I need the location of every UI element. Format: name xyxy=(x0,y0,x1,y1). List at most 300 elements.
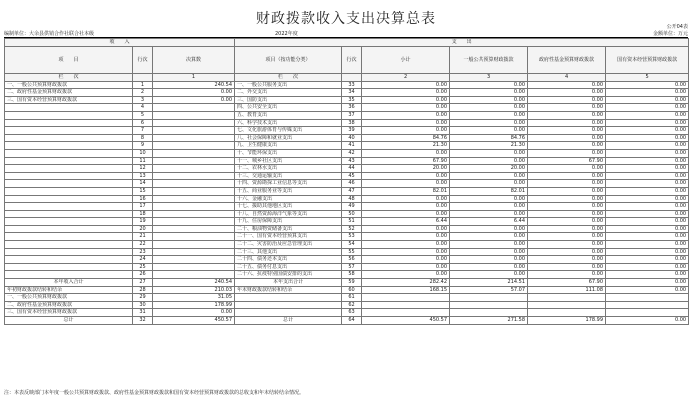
expense-state-capital: 0.00 xyxy=(606,157,689,165)
income-item xyxy=(5,142,133,150)
expense-gov-fund: 0.00 xyxy=(528,89,606,97)
income-amount xyxy=(153,157,235,165)
expense-subtotal: 0.00 xyxy=(362,203,450,211)
expense-line: 63 xyxy=(342,309,362,317)
expense-item: 二十、粮油物资储备支出 xyxy=(235,225,342,233)
income-item xyxy=(5,241,133,249)
expense-general: 0.00 xyxy=(450,111,528,119)
expense-subtotal: 84.76 xyxy=(362,134,450,142)
income-line: 5 xyxy=(133,111,153,119)
expense-subtotal: 0.00 xyxy=(362,256,450,264)
expense-subtotal: 0.00 xyxy=(362,225,450,233)
table-row xyxy=(5,256,689,264)
expense-subtotal: 0.00 xyxy=(362,119,450,127)
table-row xyxy=(5,195,689,203)
income-line: 1 xyxy=(133,81,153,89)
expense-general: 0.00 xyxy=(450,256,528,264)
expense-general xyxy=(450,309,528,317)
income-item: 三、国有资本经营预算财政拨款 xyxy=(5,96,133,104)
table-row xyxy=(5,301,689,309)
expense-item: 二十三、其他支出 xyxy=(235,248,342,256)
expense-line: 48 xyxy=(342,195,362,203)
expense-general: 0.00 xyxy=(450,248,528,256)
expense-item: 七、文化旅游体育与传媒支出 xyxy=(235,127,342,135)
income-amount: 0.00 xyxy=(153,96,235,104)
income-line: 7 xyxy=(133,127,153,135)
expense-gov-fund: 0.00 xyxy=(528,81,606,89)
index-label: 栏 次 xyxy=(5,74,133,82)
expense-subtotal: 6.44 xyxy=(362,218,450,226)
expense-line: 33 xyxy=(342,81,362,89)
expense-state-capital: 0.00 xyxy=(606,317,689,325)
expense-line: 64 xyxy=(342,317,362,325)
expense-subtotal xyxy=(362,294,450,302)
table-row xyxy=(5,233,689,241)
expense-line: 45 xyxy=(342,172,362,180)
income-item: 三、国有资本经营预算财政拨款 xyxy=(5,309,133,317)
expense-subtotal: 450.57 xyxy=(362,317,450,325)
expense-gov-fund: 67.90 xyxy=(528,157,606,165)
expense-line: 36 xyxy=(342,104,362,112)
income-item: 一、一般公共预算财政拨款 xyxy=(5,81,133,89)
table-row xyxy=(5,127,689,135)
expense-gov-fund: 0.00 xyxy=(528,119,606,127)
expense-item: 二、外交支出 xyxy=(235,89,342,97)
expense-subtotal: 168.15 xyxy=(362,286,450,294)
expense-general: 0.00 xyxy=(450,96,528,104)
table-row xyxy=(5,187,689,195)
income-amount: 450.57 xyxy=(153,317,235,325)
income-item xyxy=(5,210,133,218)
expense-subtotal: 21.30 xyxy=(362,142,450,150)
income-item xyxy=(5,180,133,188)
income-item xyxy=(5,149,133,157)
income-amount xyxy=(153,149,235,157)
expense-general: 82.01 xyxy=(450,187,528,195)
expense-general: 0.00 xyxy=(450,241,528,249)
table-row xyxy=(5,248,689,256)
expense-line: 54 xyxy=(342,241,362,249)
expense-item: 二十四、债务还本支出 xyxy=(235,256,342,264)
index-4: 4 xyxy=(528,74,606,82)
report-title: 财政拨款收入支出决算总表 xyxy=(256,11,436,27)
expense-gov-fund: 0.00 xyxy=(528,104,606,112)
income-item xyxy=(5,134,133,142)
expense-general: 271.58 xyxy=(450,317,528,325)
form-number: 公开04表 xyxy=(666,24,688,30)
income-amount xyxy=(153,195,235,203)
expense-subtotal: 20.00 xyxy=(362,165,450,173)
expense-subtotal: 67.90 xyxy=(362,157,450,165)
expense-general: 0.00 xyxy=(450,210,528,218)
expense-line: 47 xyxy=(342,187,362,195)
income-line: 12 xyxy=(133,165,153,173)
table-row xyxy=(5,96,689,104)
expense-gov-fund: 0.00 xyxy=(528,142,606,150)
expense-line: 39 xyxy=(342,127,362,135)
table-row xyxy=(5,309,689,317)
income-item xyxy=(5,233,133,241)
expense-gov-fund: 0.00 xyxy=(528,96,606,104)
expense-item: 三、国防支出 xyxy=(235,96,342,104)
expense-subtotal: 0.00 xyxy=(362,127,450,135)
expense-general: 0.00 xyxy=(450,180,528,188)
expense-item: 十四、资源勘探工业信息等支出 xyxy=(235,180,342,188)
expense-subtotal: 0.00 xyxy=(362,195,450,203)
expense-header: 支 出 xyxy=(235,39,689,47)
expense-item: 六、科学技术支出 xyxy=(235,119,342,127)
expense-state-capital: 0.00 xyxy=(606,218,689,226)
expense-gov-fund: 0.00 xyxy=(528,241,606,249)
table-row xyxy=(5,271,689,279)
expense-line: 49 xyxy=(342,203,362,211)
expense-line: 62 xyxy=(342,301,362,309)
expense-subtotal: 0.00 xyxy=(362,104,450,112)
expense-general: 0.00 xyxy=(450,119,528,127)
expense-state-capital: 0.00 xyxy=(606,96,689,104)
expense-general: 0.00 xyxy=(450,149,528,157)
income-amount xyxy=(153,263,235,271)
income-line: 10 xyxy=(133,149,153,157)
expense-item: 二十六、抗疫特别国债安排的支出 xyxy=(235,271,342,279)
expense-item: 十、节能环保支出 xyxy=(235,149,342,157)
expense-gov-fund: 111.08 xyxy=(528,286,606,294)
index-2: 2 xyxy=(362,74,450,82)
expense-state-capital: 0.00 xyxy=(606,142,689,150)
income-line: 8 xyxy=(133,134,153,142)
income-amount: 240.54 xyxy=(153,81,235,89)
expense-general: 0.00 xyxy=(450,263,528,271)
table-body xyxy=(5,81,689,324)
expense-subtotal: 82.01 xyxy=(362,187,450,195)
income-amount: 240.54 xyxy=(153,279,235,287)
expense-subtotal: 0.00 xyxy=(362,241,450,249)
expense-gov-fund xyxy=(528,301,606,309)
expense-line: 55 xyxy=(342,248,362,256)
table-row xyxy=(5,89,689,97)
income-item xyxy=(5,195,133,203)
expense-gov-fund: 0.00 xyxy=(528,256,606,264)
expense-state-capital: 0.00 xyxy=(606,279,689,287)
table-row xyxy=(5,119,689,127)
income-item xyxy=(5,157,133,165)
expense-item: 二十五、债务付息支出 xyxy=(235,263,342,271)
expense-state-capital: 0.00 xyxy=(606,241,689,249)
expense-gov-fund xyxy=(528,309,606,317)
income-line: 9 xyxy=(133,142,153,150)
expense-gov-fund: 0.00 xyxy=(528,180,606,188)
expense-subtotal: 0.00 xyxy=(362,263,450,271)
expense-subtotal: 0.00 xyxy=(362,248,450,256)
general-budget-header: 一般公共预算财政拨款 xyxy=(450,47,528,74)
expense-state-capital: 0.00 xyxy=(606,149,689,157)
expense-gov-fund: 0.00 xyxy=(528,127,606,135)
expense-subtotal: 282.42 xyxy=(362,279,450,287)
expense-state-capital: 0.00 xyxy=(606,119,689,127)
income-line: 22 xyxy=(133,241,153,249)
expense-state-capital: 0.00 xyxy=(606,203,689,211)
index-3: 3 xyxy=(450,74,528,82)
income-line: 21 xyxy=(133,233,153,241)
expense-line: 34 xyxy=(342,89,362,97)
final-header: 决算数 xyxy=(153,47,235,74)
income-amount: 31.05 xyxy=(153,294,235,302)
income-amount: 0.00 xyxy=(153,89,235,97)
income-item xyxy=(5,218,133,226)
income-item xyxy=(5,271,133,279)
expense-item: 一、一般公共服务支出 xyxy=(235,81,342,89)
income-item: 总计 xyxy=(5,317,133,325)
income-item xyxy=(5,256,133,264)
expense-general: 0.00 xyxy=(450,203,528,211)
income-item: 二、政府性基金预算财政拨款 xyxy=(5,89,133,97)
table-row xyxy=(5,104,689,112)
table-row xyxy=(5,218,689,226)
expense-gov-fund: 67.90 xyxy=(528,279,606,287)
table-row xyxy=(5,210,689,218)
expense-gov-fund: 0.00 xyxy=(528,134,606,142)
unit-label: 编制单位：大余县供销合作社联合社本级 xyxy=(4,31,95,37)
expense-line: 52 xyxy=(342,225,362,233)
income-line: 29 xyxy=(133,294,153,302)
index-5: 5 xyxy=(606,74,689,82)
table-row xyxy=(5,279,689,287)
item-func-header: 项目（按功能分类） xyxy=(235,47,342,74)
expense-item: 十七、援助其他地区支出 xyxy=(235,203,342,211)
table-row xyxy=(5,286,689,294)
expense-item: 十一、城乡社区支出 xyxy=(235,157,342,165)
expense-gov-fund: 178.99 xyxy=(528,317,606,325)
income-amount: 210.03 xyxy=(153,286,235,294)
expense-gov-fund: 0.00 xyxy=(528,149,606,157)
income-line: 15 xyxy=(133,187,153,195)
income-item xyxy=(5,104,133,112)
expense-state-capital: 0.00 xyxy=(606,111,689,119)
expense-item: 二十二、灾害防治及应急管理支出 xyxy=(235,241,342,249)
expense-line: 38 xyxy=(342,119,362,127)
expense-line: 57 xyxy=(342,263,362,271)
income-item xyxy=(5,127,133,135)
expense-subtotal xyxy=(362,301,450,309)
expense-item: 十八、自然资源海洋气象等支出 xyxy=(235,210,342,218)
expense-general: 0.00 xyxy=(450,172,528,180)
expense-state-capital: 0.00 xyxy=(606,263,689,271)
expense-gov-fund: 0.00 xyxy=(528,210,606,218)
expense-line: 61 xyxy=(342,294,362,302)
expense-line: 50 xyxy=(342,210,362,218)
expense-subtotal: 0.00 xyxy=(362,81,450,89)
table-row xyxy=(5,149,689,157)
table-row xyxy=(5,294,689,302)
expense-item xyxy=(235,294,342,302)
income-amount xyxy=(153,142,235,150)
expense-item: 四、公共安全支出 xyxy=(235,104,342,112)
expense-general: 6.44 xyxy=(450,218,528,226)
income-item xyxy=(5,111,133,119)
income-line: 31 xyxy=(133,309,153,317)
expense-state-capital: 0.00 xyxy=(606,286,689,294)
income-amount xyxy=(153,104,235,112)
income-line: 3 xyxy=(133,96,153,104)
expense-general: 0.00 xyxy=(450,271,528,279)
expense-item: 总计 xyxy=(235,317,342,325)
expense-general: 84.76 xyxy=(450,134,528,142)
income-line: 11 xyxy=(133,157,153,165)
income-amount xyxy=(153,134,235,142)
income-amount xyxy=(153,111,235,119)
table-row xyxy=(5,134,689,142)
index-empty-1 xyxy=(133,74,153,82)
expense-gov-fund: 0.00 xyxy=(528,165,606,173)
expense-general: 21.30 xyxy=(450,142,528,150)
index-empty-2 xyxy=(342,74,362,82)
expense-line: 40 xyxy=(342,134,362,142)
state-capital-header: 国有资本经营预算财政拨款 xyxy=(606,47,689,74)
table-row xyxy=(5,157,689,165)
expense-subtotal: 0.00 xyxy=(362,180,450,188)
income-amount xyxy=(153,180,235,188)
income-item xyxy=(5,172,133,180)
income-item: 年初财政拨款结转和结余 xyxy=(5,286,133,294)
report-year: 2022年度 xyxy=(275,31,298,37)
income-line: 24 xyxy=(133,256,153,264)
footnote: 注：本表反映部门本年度一般公共预算财政拨款、政府性基金预算财政拨款和国有资本经营预算财政拨款的总收支和年末结转结余情况。 xyxy=(4,390,305,396)
expense-general: 214.51 xyxy=(450,279,528,287)
expense-subtotal: 0.00 xyxy=(362,172,450,180)
expense-state-capital: 0.00 xyxy=(606,195,689,203)
table-row xyxy=(5,180,689,188)
expense-subtotal: 0.00 xyxy=(362,233,450,241)
expense-item: 十五、商业服务业等支出 xyxy=(235,187,342,195)
expense-general: 0.00 xyxy=(450,104,528,112)
expense-general: 0.00 xyxy=(450,233,528,241)
income-item xyxy=(5,187,133,195)
income-amount: 0.00 xyxy=(153,309,235,317)
expense-general: 0.00 xyxy=(450,89,528,97)
expense-gov-fund: 0.00 xyxy=(528,233,606,241)
income-item: 本年收入合计 xyxy=(5,279,133,287)
expense-state-capital: 0.00 xyxy=(606,104,689,112)
expense-state-capital: 0.00 xyxy=(606,172,689,180)
income-line: 13 xyxy=(133,172,153,180)
table-row xyxy=(5,142,689,150)
expense-item xyxy=(235,309,342,317)
income-item: 二、政府性基金预算财政拨款 xyxy=(5,301,133,309)
expense-item: 年末财政拨款结转和结余 xyxy=(235,286,342,294)
expense-gov-fund: 0.00 xyxy=(528,111,606,119)
expense-gov-fund: 0.00 xyxy=(528,195,606,203)
table-row xyxy=(5,263,689,271)
expense-state-capital: 0.00 xyxy=(606,134,689,142)
income-line: 16 xyxy=(133,195,153,203)
expense-gov-fund: 0.00 xyxy=(528,187,606,195)
expense-state-capital: 0.00 xyxy=(606,165,689,173)
expense-state-capital: 0.00 xyxy=(606,256,689,264)
expense-general: 0.00 xyxy=(450,157,528,165)
income-line: 23 xyxy=(133,248,153,256)
expense-gov-fund: 0.00 xyxy=(528,225,606,233)
expense-item: 十二、农林水支出 xyxy=(235,165,342,173)
income-amount xyxy=(153,271,235,279)
income-line: 26 xyxy=(133,271,153,279)
income-amount xyxy=(153,225,235,233)
expense-line: 59 xyxy=(342,279,362,287)
income-line: 4 xyxy=(133,104,153,112)
income-amount xyxy=(153,218,235,226)
expense-state-capital xyxy=(606,301,689,309)
expense-gov-fund: 0.00 xyxy=(528,218,606,226)
income-header: 收 入 xyxy=(5,39,235,47)
income-line: 27 xyxy=(133,279,153,287)
income-line: 30 xyxy=(133,301,153,309)
expense-subtotal xyxy=(362,309,450,317)
table-row xyxy=(5,241,689,249)
table-row xyxy=(5,225,689,233)
index-label-2: 栏 次 xyxy=(235,74,342,82)
table-row xyxy=(5,203,689,211)
income-amount xyxy=(153,187,235,195)
income-amount xyxy=(153,210,235,218)
income-amount xyxy=(153,165,235,173)
income-amount xyxy=(153,241,235,249)
expense-state-capital: 0.00 xyxy=(606,187,689,195)
expense-line: 58 xyxy=(342,271,362,279)
expense-line: 37 xyxy=(342,111,362,119)
income-item: 一、一般公共预算财政拨款 xyxy=(5,294,133,302)
subtotal-header: 小计 xyxy=(362,47,450,74)
income-line: 18 xyxy=(133,210,153,218)
table-row xyxy=(5,81,689,89)
expense-state-capital: 0.00 xyxy=(606,225,689,233)
income-item xyxy=(5,165,133,173)
expense-gov-fund xyxy=(528,294,606,302)
income-item xyxy=(5,119,133,127)
expense-item: 十三、交通运输支出 xyxy=(235,172,342,180)
expense-state-capital: 0.00 xyxy=(606,180,689,188)
income-amount xyxy=(153,256,235,264)
income-amount xyxy=(153,233,235,241)
expense-item: 二十一、国有资本经营预算支出 xyxy=(235,233,342,241)
income-line: 32 xyxy=(133,317,153,325)
expense-gov-fund: 0.00 xyxy=(528,203,606,211)
budget-table xyxy=(4,38,689,325)
income-amount xyxy=(153,203,235,211)
income-line: 17 xyxy=(133,203,153,211)
expense-item: 十六、金融支出 xyxy=(235,195,342,203)
income-item xyxy=(5,248,133,256)
expense-item: 八、社会保障和就业支出 xyxy=(235,134,342,142)
expense-line: 46 xyxy=(342,180,362,188)
expense-state-capital xyxy=(606,294,689,302)
income-amount xyxy=(153,127,235,135)
income-item xyxy=(5,263,133,271)
expense-subtotal: 0.00 xyxy=(362,149,450,157)
table-row xyxy=(5,165,689,173)
expense-line: 43 xyxy=(342,157,362,165)
expense-line: 60 xyxy=(342,286,362,294)
line-header: 行次 xyxy=(133,47,153,74)
income-line: 2 xyxy=(133,89,153,97)
expense-line: 53 xyxy=(342,233,362,241)
expense-line: 56 xyxy=(342,256,362,264)
income-amount xyxy=(153,248,235,256)
expense-state-capital: 0.00 xyxy=(606,233,689,241)
expense-item: 十九、住房保障支出 xyxy=(235,218,342,226)
expense-general: 0.00 xyxy=(450,195,528,203)
expense-gov-fund: 0.00 xyxy=(528,263,606,271)
expense-subtotal: 0.00 xyxy=(362,210,450,218)
income-line: 19 xyxy=(133,218,153,226)
